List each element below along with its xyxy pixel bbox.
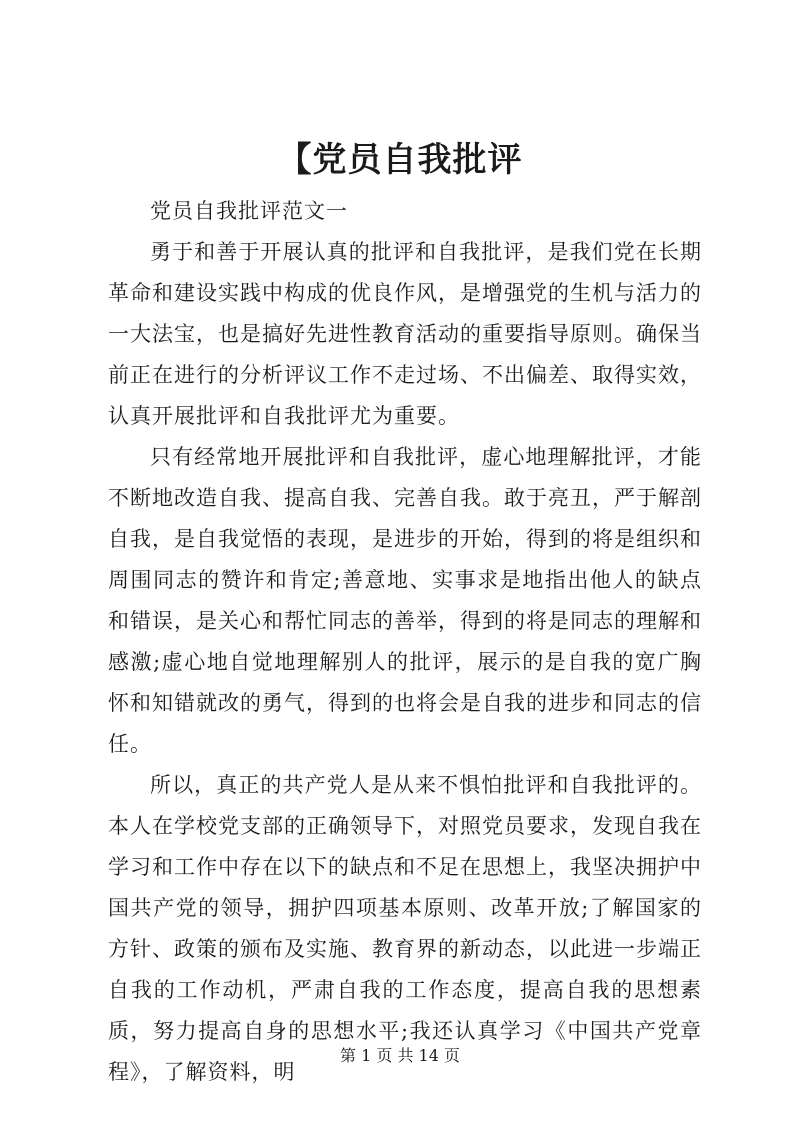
document-body bbox=[108, 190, 702, 1093]
page-number-footer: 第 1 页 共 14 页 bbox=[340, 1046, 460, 1065]
document-subtitle: 党员自我批评范文一 bbox=[150, 199, 348, 223]
paragraph-1: 勇于和善于开展认真的批评和自我批评，是我们党在长期革命和建设实践中构成的优良作风，是增强党的生机与活力的一大法宝，也是搞好先进性教育活动的重要指导原则。确保当前正在进行的分析评议工作不走过场、不出偏差、取得实效，认真开展批评和自我批评尤为重要。 bbox=[108, 240, 702, 428]
paragraph-2: 只有经常地开展批评和自我批评，虚心地理解批评，才能不断地改造自我、提高自我、完善自我。敢于亮丑，严于解剖自我，是自我觉悟的表现，是进步的开始，得到的将是组织和周围同志的赞许和肯定;善意地、实事求是地指出他人的缺点和错误，是关心和帮忙同志的善举，得到的将是同志的理解和感激;虚心地自觉地理解别人的批评，展示的是自我的宽广胸怀和知错就改的勇气，得到的也将会是自我的进步和同志的信任。 bbox=[108, 445, 702, 756]
paragraph-3: 所以，真正的共产党人是从来不惧怕批评和自我批评的。本人在学校党支部的正确领导下，对照党员要求，发现自我在学习和工作中存在以下的缺点和不足在思想上，我坚决拥护中国共产党的领导，拥护四项基本原则、改革开放;了解国家的方针、政策的颁布及实施、教育界的新动态，以此进一步端正自我的工作动机，严肃自我的工作态度，提高自我的思想素质，努力提高自身的思想水平;我还认真学习《中国共产党章程》，了解资料，明 bbox=[108, 773, 702, 1084]
document-title: 【党员自我批评 bbox=[277, 140, 523, 180]
